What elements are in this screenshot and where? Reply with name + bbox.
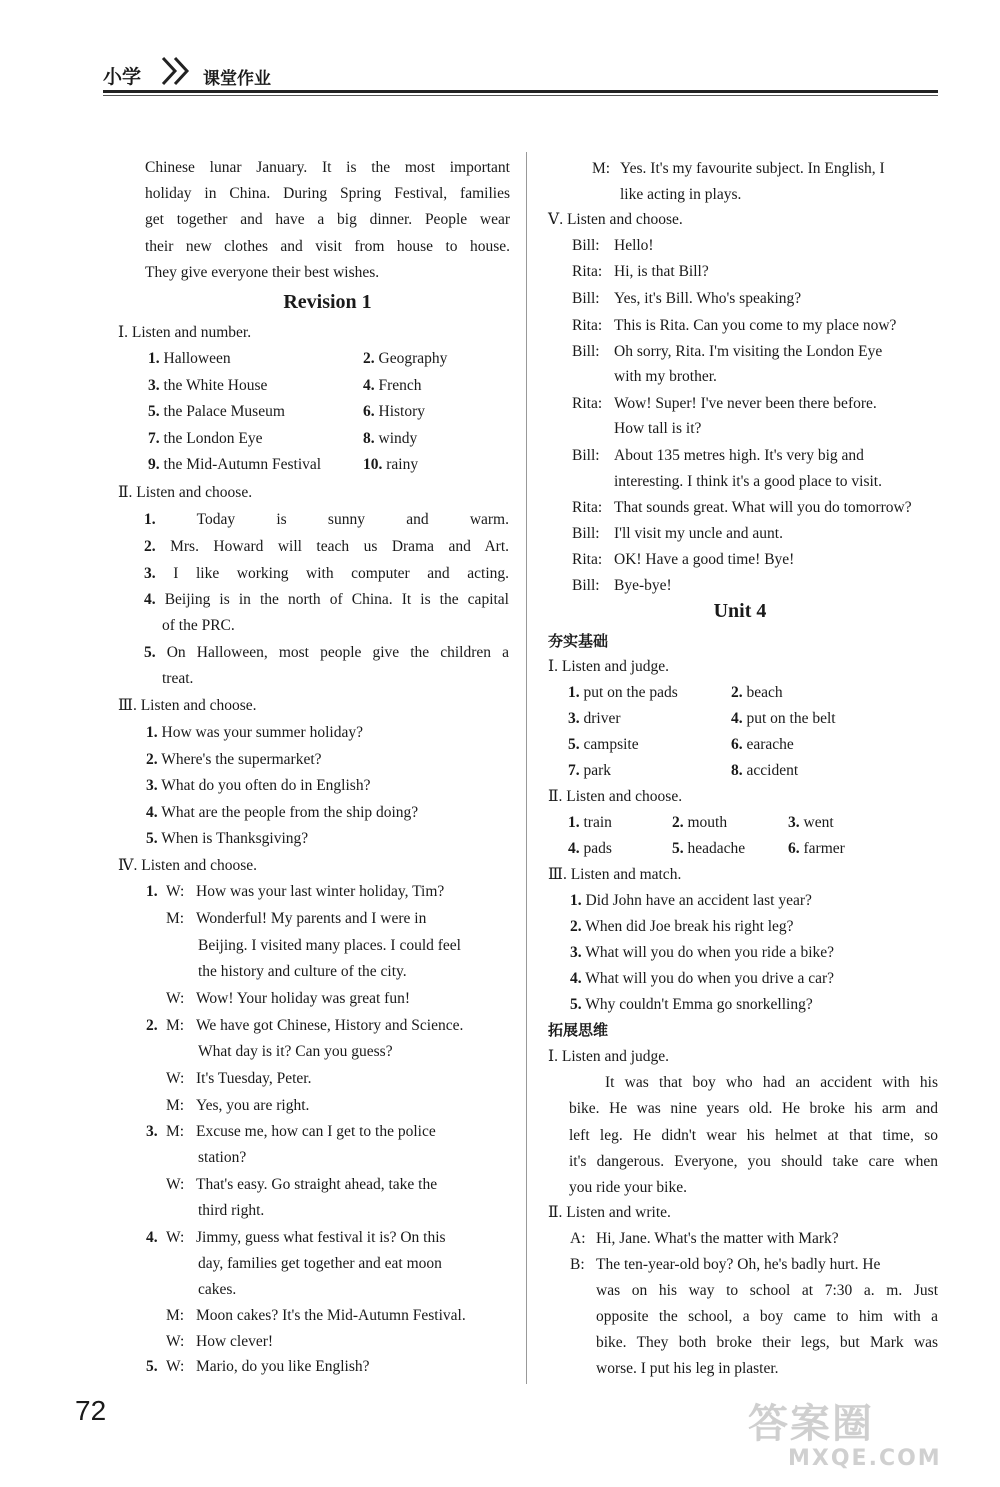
dialogue-text: This is Rita. Can you come to my place now? — [614, 317, 897, 334]
speaker-label: Bill: — [572, 343, 600, 360]
list-item — [144, 564, 509, 584]
dialogue-text: Mario, do you like English? — [196, 1358, 370, 1375]
list-item — [148, 455, 321, 475]
list-item — [144, 537, 509, 557]
dialogue-line — [572, 394, 877, 414]
watermark-logo — [748, 1402, 942, 1472]
list-item — [731, 735, 794, 755]
section-title: Ⅰ. Listen and judge. — [548, 658, 670, 675]
dialogue-line — [572, 236, 654, 256]
page-header — [103, 50, 938, 96]
dialogue-line — [166, 1306, 466, 1326]
dialogue-line — [166, 1069, 311, 1089]
item-text: Mrs. Howard will teach us Drama and Art. — [170, 538, 510, 555]
dialogue-line — [166, 909, 426, 929]
item-number: 2. — [731, 684, 743, 701]
revision-title: Revision 1 — [283, 291, 372, 313]
list-item — [568, 709, 621, 729]
speaker-label: W: — [166, 1176, 185, 1193]
list-item — [731, 709, 836, 729]
dialogue-line: opposite the school, a boy came to him with a — [596, 1308, 938, 1325]
unit-title: Unit 4 — [713, 600, 767, 622]
dialogue-line — [146, 1016, 463, 1036]
dialogue-text: third right. — [198, 1202, 265, 1219]
item-number: 4. — [731, 710, 743, 727]
item-number: 3. — [146, 1123, 158, 1140]
page-number: 72 — [75, 1395, 107, 1426]
dialogue-text: Excuse me, how can I get to the police — [196, 1123, 436, 1140]
item-number: 1. — [568, 684, 580, 701]
item-text: put on the belt — [746, 710, 836, 727]
list-item — [568, 761, 611, 781]
list-item — [731, 683, 783, 703]
dialogue-text: Yes, you are right. — [196, 1097, 310, 1114]
dialogue-line — [570, 1255, 880, 1275]
list-item — [146, 829, 308, 849]
list-item — [672, 813, 727, 833]
speaker-label: M: — [592, 160, 611, 177]
dialogue-line — [572, 576, 672, 596]
list-item — [570, 917, 794, 937]
speaker-label: M: — [166, 1307, 185, 1324]
dialogue-text: the history and culture of the city. — [198, 963, 407, 980]
list-item — [363, 349, 447, 369]
header-rule-thin — [103, 95, 938, 96]
dialogue-text: We have got Chinese, History and Science. — [196, 1017, 464, 1034]
dialogue-line — [572, 524, 783, 544]
dialogue-line: worse. I put his leg in plaster. — [596, 1360, 779, 1377]
item-number: 3. — [146, 777, 158, 795]
item-text: What do you often do in English? — [161, 777, 371, 795]
item-text: Why couldn't Emma go snorkelling? — [585, 996, 813, 1013]
dialogue-text: It's Tuesday, Peter. — [196, 1070, 312, 1087]
dialogue-line — [146, 882, 444, 902]
speaker-label: A: — [570, 1230, 586, 1247]
dialogue-line — [198, 1201, 510, 1221]
item-number: 5. — [146, 830, 158, 848]
dialogue-text: Jimmy, guess what festival it is? On this — [196, 1229, 446, 1246]
item-number: 4. — [568, 840, 580, 857]
header-rule — [103, 90, 938, 93]
brand-secondary: 课堂作业 — [203, 69, 271, 89]
speaker-label: Rita: — [572, 395, 603, 412]
item-text: train — [583, 814, 612, 831]
item-text: headache — [687, 840, 746, 857]
item-text: rainy — [386, 456, 419, 474]
section-title: Ⅱ. Listen and write. — [548, 1204, 671, 1221]
item-text: went — [803, 814, 834, 831]
speaker-label: Bill: — [572, 447, 600, 464]
section-title: Ⅳ. Listen and choose. — [118, 857, 258, 874]
paragraph-line: you ride your bike. — [569, 1179, 687, 1197]
double-chevron-icon — [159, 54, 199, 88]
dialogue-line — [572, 316, 896, 336]
intro-line: get together and have a big dinner. People wear — [145, 211, 510, 229]
list-item — [363, 402, 425, 422]
item-number: 1. — [148, 350, 160, 367]
item-number: 2. — [144, 538, 156, 555]
dialogue-text: That's easy. Go straight ahead, take the — [196, 1176, 438, 1193]
watermark-text: 答案圈 — [748, 1401, 874, 1447]
dialogue-text: The ten-year-old boy? Oh, he's badly hurt. He — [596, 1256, 881, 1273]
dialogue-line — [620, 185, 741, 205]
speaker-label: Bill: — [572, 525, 600, 542]
dialogue-line — [572, 262, 709, 282]
list-item — [146, 723, 363, 743]
item-text: pads — [583, 840, 612, 857]
speaker-label: M: — [166, 1097, 185, 1114]
item-text: Today is sunny and warm. — [196, 511, 509, 528]
speaker-label: M: — [166, 1123, 185, 1140]
list-item — [731, 761, 798, 781]
item-text: History — [378, 403, 425, 421]
speaker-label: W: — [166, 1229, 185, 1246]
item-text: beach — [746, 684, 783, 701]
dialogue-line — [198, 1254, 510, 1274]
dialogue-line — [572, 342, 882, 362]
dialogue-text: Moon cakes? It's the Mid-Autumn Festival. — [196, 1307, 466, 1324]
item-number: 4. — [144, 591, 156, 608]
item-number: 2. — [146, 1017, 158, 1034]
dialogue-text: Hello! — [614, 237, 654, 254]
speaker-label: B: — [570, 1256, 585, 1273]
item-text: I like working with computer and acting. — [173, 565, 509, 582]
list-item — [568, 683, 678, 703]
dialogue-text: Wonderful! My parents and I were in — [196, 910, 427, 927]
dialogue-text: like acting in plays. — [620, 186, 742, 203]
list-item — [148, 349, 231, 369]
speaker-label: Rita: — [572, 551, 603, 568]
speaker-label: Rita: — [572, 499, 603, 516]
list-item — [148, 402, 285, 422]
dialogue-line — [166, 1332, 273, 1352]
speaker-label: W: — [166, 990, 185, 1007]
section-title: Ⅴ. Listen and choose. — [548, 211, 683, 228]
paragraph-line: It was that boy who had an accident with his — [605, 1074, 938, 1091]
dialogue-text: Bye-bye! — [614, 577, 672, 594]
item-text: driver — [583, 710, 621, 727]
item-number: 5. — [144, 644, 156, 661]
item-number: 7. — [148, 429, 160, 447]
item-number: 5. — [568, 736, 580, 753]
section-title: Ⅱ. Listen and choose. — [118, 484, 253, 501]
speaker-label: Bill: — [572, 290, 600, 307]
dialogue-line — [572, 498, 912, 518]
dialogue-line — [146, 1228, 446, 1248]
list-item — [148, 429, 263, 449]
item-text: put on the pads — [583, 684, 678, 701]
item-number: 4. — [570, 970, 582, 987]
speaker-label: W: — [166, 1070, 185, 1087]
dialogue-line — [166, 989, 410, 1009]
list-item — [570, 995, 813, 1015]
list-item — [146, 803, 418, 823]
item-text: campsite — [583, 736, 639, 753]
speaker-label: W: — [166, 883, 185, 900]
dialogue-line — [614, 367, 717, 387]
list-item — [570, 969, 834, 989]
item-text: What will you do when you ride a bike? — [585, 944, 835, 961]
list-item — [568, 813, 612, 833]
dialogue-line — [146, 1357, 370, 1377]
speaker-label: W: — [166, 1358, 185, 1375]
list-item — [148, 376, 267, 396]
list-item — [570, 891, 812, 911]
dialogue-line — [146, 1122, 436, 1142]
item-number: 6. — [731, 736, 743, 753]
subsection-title: 夯实基础 — [548, 632, 609, 650]
item-number: 6. — [363, 403, 375, 421]
section-title: Ⅰ. Listen and judge. — [548, 1048, 670, 1065]
item-number: 2. — [363, 350, 375, 367]
dialogue-line: was on his way to school at 7:30 a. m. Just — [596, 1282, 938, 1299]
dialogue-line — [198, 962, 510, 982]
dialogue-line — [614, 419, 701, 439]
intro-line: They give everyone their best wishes. — [145, 263, 380, 281]
list-item — [144, 510, 509, 530]
item-number: 9. — [148, 456, 160, 474]
item-text: farmer — [803, 840, 845, 857]
speaker-label: W: — [166, 1333, 185, 1350]
item-number: 7. — [568, 762, 580, 779]
section-title: Ⅲ. Listen and choose. — [118, 697, 257, 714]
item-text: What are the people from the ship doing? — [161, 803, 419, 821]
item-text: the White House — [163, 376, 268, 394]
speaker-label: M: — [166, 1017, 185, 1034]
item-text: treat. — [162, 670, 194, 687]
list-item — [568, 735, 639, 755]
item-number: 1. — [146, 883, 158, 900]
item-number: 5. — [146, 1358, 158, 1375]
item-number: 5. — [672, 840, 684, 857]
item-number: 1. — [146, 724, 158, 741]
list-item — [146, 750, 322, 770]
watermark-url: MXQE.COM — [788, 1446, 942, 1471]
item-text: the Palace Museum — [163, 403, 285, 421]
item-text: the London Eye — [163, 429, 263, 447]
list-item — [162, 616, 508, 636]
dialogue-line — [198, 1042, 510, 1062]
speaker-label: M: — [166, 910, 185, 927]
item-number: 5. — [148, 403, 160, 421]
dialogue-text: OK! Have a good time! Bye! — [614, 551, 795, 568]
dialogue-line — [166, 1175, 437, 1195]
item-text: accident — [746, 762, 799, 779]
dialogue-text: day, families get together and eat moon — [198, 1255, 442, 1272]
item-text: of the PRC. — [162, 617, 235, 634]
dialogue-line — [198, 936, 510, 956]
item-text: How was your summer holiday? — [161, 724, 363, 741]
item-number: 4. — [146, 1229, 158, 1246]
speaker-label: Bill: — [572, 577, 600, 594]
dialogue-text: I'll visit my uncle and aunt. — [614, 525, 783, 542]
item-text: windy — [378, 429, 418, 447]
dialogue-text: About 135 metres high. It's very big and — [614, 447, 864, 464]
dialogue-text: station? — [198, 1149, 247, 1166]
dialogue-line — [572, 446, 864, 466]
dialogue-text: Oh sorry, Rita. I'm visiting the London Eye — [614, 343, 883, 360]
dialogue-text: How clever! — [196, 1333, 274, 1350]
list-item — [146, 776, 370, 796]
dialogue-text: Wow! Your holiday was great fun! — [196, 990, 410, 1007]
item-number: 3. — [788, 814, 800, 831]
speaker-label: Rita: — [572, 263, 603, 280]
dialogue-text: Hi, is that Bill? — [614, 263, 709, 280]
dialogue-text: Yes. It's my favourite subject. In English, I — [620, 160, 885, 177]
item-number: 1. — [144, 511, 156, 528]
item-text: Did John have an accident last year? — [585, 892, 812, 909]
dialogue-text: What day is it? Can you guess? — [198, 1043, 393, 1060]
subsection-title: 拓展思维 — [548, 1021, 609, 1039]
intro-line: Chinese lunar January. It is the most important — [145, 159, 510, 176]
item-text: the Mid-Autumn Festival — [163, 456, 322, 474]
dialogue-text: Hi, Jane. What's the matter with Mark? — [596, 1230, 839, 1247]
dialogue-line — [198, 1280, 510, 1300]
list-item — [788, 813, 834, 833]
item-text: mouth — [687, 814, 728, 831]
dialogue-line — [166, 1096, 309, 1116]
item-number: 4. — [146, 803, 158, 821]
item-text: Halloween — [163, 350, 231, 367]
section-title: Ⅲ. Listen and match. — [548, 866, 682, 883]
intro-line: holiday in China. During Spring Festival, families — [145, 185, 510, 203]
item-text: When did Joe break his right leg? — [585, 918, 794, 935]
dialogue-text: Beijing. I visited many places. I could feel — [198, 937, 461, 954]
list-item — [788, 839, 845, 859]
item-number: 8. — [731, 762, 743, 779]
list-item — [672, 839, 745, 859]
dialogue-text: cakes. — [198, 1281, 237, 1298]
dialogue-text: That sounds great. What will you do tomorrow? — [614, 499, 912, 516]
item-text: earache — [746, 736, 794, 753]
list-item — [144, 643, 509, 663]
item-number: 8. — [363, 429, 375, 447]
list-item — [144, 590, 509, 610]
section-title: Ⅰ. Listen and number. — [118, 324, 252, 341]
item-number: 3. — [570, 944, 582, 961]
item-number: 2. — [146, 750, 158, 768]
dialogue-line — [592, 159, 885, 179]
dialogue-line — [198, 1148, 510, 1168]
item-number: 1. — [570, 892, 582, 909]
item-text: Where's the supermarket? — [161, 750, 322, 768]
dialogue-line — [614, 472, 882, 492]
item-number: 2. — [570, 918, 582, 935]
item-number: 5. — [570, 996, 582, 1013]
item-number: 6. — [788, 840, 800, 857]
item-text: Geography — [378, 350, 448, 367]
item-text: park — [583, 762, 612, 779]
dialogue-text: Wow! Super! I've never been there before. — [614, 395, 877, 412]
item-number: 3. — [148, 376, 160, 394]
paragraph-line: it's dangerous. Everyone, you should take care when — [569, 1152, 938, 1170]
item-text: On Halloween, most people give the children a — [166, 644, 509, 661]
speaker-label: Bill: — [572, 237, 600, 254]
dialogue-text: How was your last winter holiday, Tim? — [196, 883, 445, 900]
list-item — [363, 376, 422, 396]
list-item — [568, 839, 612, 859]
item-number: 4. — [363, 376, 375, 394]
intro-line: their new clothes and visit from house to house. — [145, 237, 510, 255]
column-divider — [526, 152, 527, 1384]
list-item — [363, 429, 417, 449]
list-item — [570, 943, 834, 963]
item-number: 3. — [144, 565, 156, 582]
dialogue-text: with my brother. — [614, 368, 717, 385]
item-text: When is Thanksgiving? — [161, 830, 309, 848]
paragraph-line: left leg. He didn't wear his helmet at that time, so — [569, 1126, 938, 1144]
dialogue-text: interesting. I think it's a good place to visit. — [614, 473, 882, 490]
dialogue-line — [572, 289, 801, 309]
item-text: Beijing is in the north of China. It is the capital — [164, 591, 509, 608]
dialogue-line — [570, 1229, 839, 1249]
paragraph-line: bike. He was nine years old. He broke his arm and — [569, 1100, 938, 1118]
dialogue-line: bike. They both broke their legs, but Mark was — [596, 1334, 938, 1351]
item-number: 2. — [672, 814, 684, 831]
dialogue-text: Yes, it's Bill. Who's speaking? — [614, 290, 802, 307]
item-text: What will you do when you drive a car? — [585, 970, 835, 987]
dialogue-text: How tall is it? — [614, 420, 702, 437]
item-text: French — [378, 376, 422, 394]
speaker-label: Rita: — [572, 317, 603, 334]
list-item — [162, 669, 508, 689]
list-item — [363, 455, 418, 475]
item-number: 3. — [568, 710, 580, 727]
item-number: 10. — [363, 456, 383, 474]
item-number: 1. — [568, 814, 580, 831]
brand-primary: 小学 — [103, 66, 142, 88]
dialogue-line — [572, 550, 794, 570]
section-title: Ⅱ. Listen and choose. — [548, 788, 683, 805]
